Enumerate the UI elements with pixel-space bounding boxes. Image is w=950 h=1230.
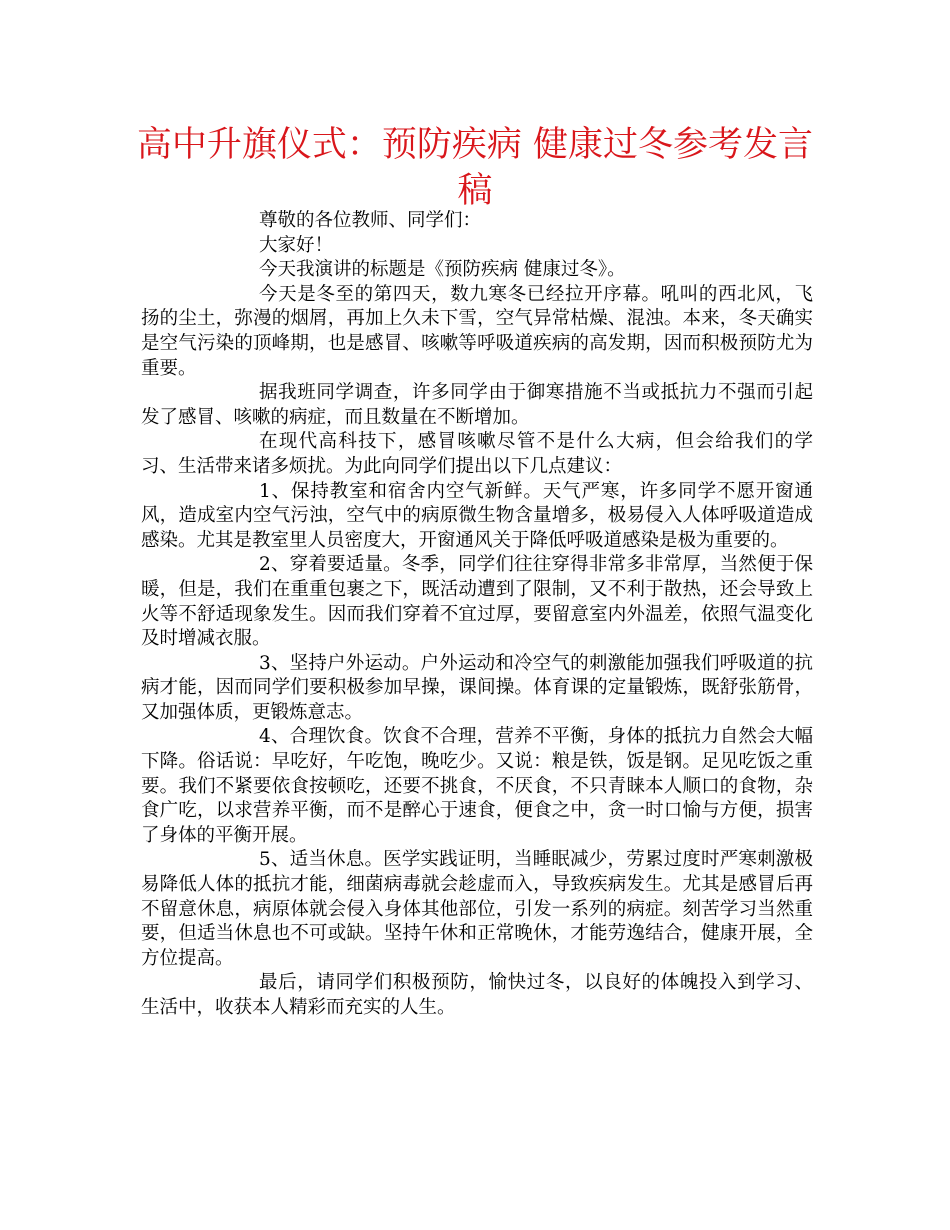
paragraph-suggestions-intro: 在现代高科技下，感冒咳嗽尽管不是什么大病，但会给我们的学习、生活带来诸多烦扰。为此向同学们提出以下几点建议：: [141, 431, 813, 477]
paragraph-salutation: 尊敬的各位教师、同学们：: [259, 210, 482, 231]
paragraph-suggestion-3: 3、坚持户外运动。户外运动和冷空气的刺激能加强我们呼吸道的抗病才能，因而同学们要积极参加早操，课间操。体育课的定量锻炼，既舒张筋骨，又加强体质，更锻炼意志。: [141, 652, 813, 723]
paragraph-suggestion-4: 4、合理饮食。饮食不合理，营养不平衡，身体的抵抗力自然会大幅下降。俗话说：早吃好，午吃饱，晚吃少。又说：粮是铁，饭是钢。足见吃饭之重要。我们不紧要依食按顿吃，还要不挑食，不厌食，不只青睐本人顺口的食物，杂食广吃，以求营养平衡，而不是醉心于速食，便食之中，贪一时口愉与方便，损害了身体的平衡开展。: [141, 726, 813, 846]
paragraph-suggestion-5: 5、适当休息。医学实践证明，当睡眠减少，劳累过度时严寒刺激极易降低人体的抵抗才能，细菌病毒就会趁虚而入，导致疾病发生。尤其是感冒后再不留意休息，病原体就会侵入身体其他部位，引发一系列的病症。刻苦学习当然重要，但适当休息也不可或缺。坚持午休和正常晚休，才能劳逸结合，健康开展，全方位提高。: [141, 849, 813, 969]
paragraph-greeting: 大家好！: [259, 234, 334, 256]
paragraph-suggestion-1: 1、保持教室和宿舍内空气新鲜。天气严寒，许多同学不愿开窗通风，造成室内空气污浊，空气中的病原微生物含量增多，极易侵入人体呼吸道造成感染。尤其是教室里人员密度大，开窗通风关于降低呼吸道感染是极为重要的。: [141, 480, 813, 551]
document-body: [141, 209, 813, 1021]
paragraph-closing: 最后，请同学们积极预防，愉快过冬，以良好的体魄投入到学习、生活中，收获本人精彩而充实的人生。: [141, 972, 813, 1018]
paragraph-intro: 今天是冬至的第四天，数九寒冬已经拉开序幕。吼叫的西北风，飞扬的尘土，弥漫的烟屑，再加上久未下雪，空气异常枯燥、混浊。本来，冬天确实是空气污染的顶峰期，也是感冒、咳嗽等呼吸道疾病的高发期，因而积极预防尤为重要。: [141, 283, 813, 379]
paragraph-suggestion-2: 2、穿着要适量。冬季，同学们往往穿得非常多非常厚，当然便于保暖，但是，我们在重重包裹之下，既活动遭到了限制，又不利于散热，还会导致上火等不舒适现象发生。因而我们穿着不宜过厚，要留意室内外温差，依照气温变化及时增减衣服。: [141, 554, 813, 650]
document-title: 高中升旗仪式：预防疾病 健康过冬参考发言稿: [136, 125, 814, 211]
paragraph-topic: 今天我演讲的标题是《预防疾病 健康过冬》。: [259, 259, 626, 281]
paragraph-survey: 据我班同学调查，许多同学由于御寒措施不当或抵抗力不强而引起发了感冒、咳嗽的病症，而且数量在不断增加。: [141, 382, 813, 428]
